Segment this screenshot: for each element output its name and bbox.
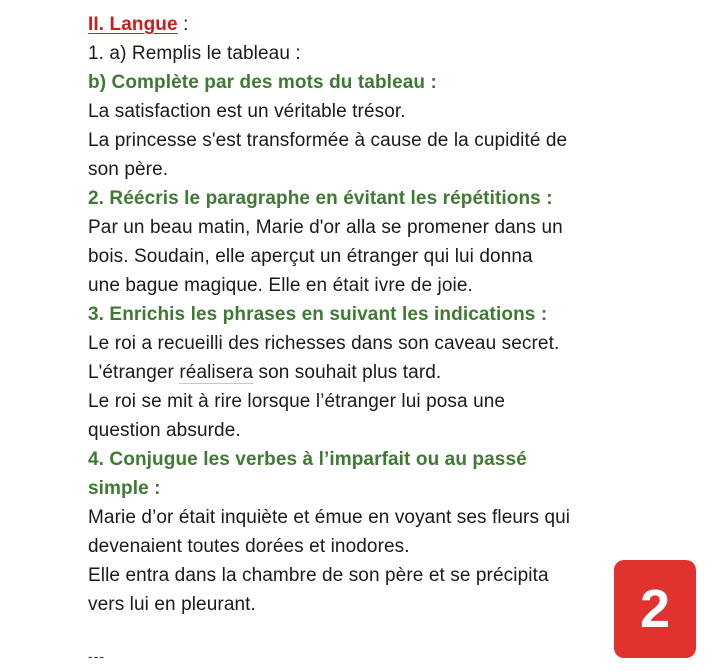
paragraph-line: bois. Soudain, elle aperçut un étranger qui lui donna (88, 246, 533, 267)
paragraph-line: Marie d’or était inquiète et émue en voyant ses fleurs qui (88, 507, 571, 528)
instruction-1b: b) Complète par des mots du tableau : (88, 72, 437, 93)
sentence-line (88, 360, 441, 386)
instruction-4: 4. Conjugue les verbes à l’imparfait ou au passé (88, 449, 527, 470)
section-title-colon: : (177, 14, 189, 35)
paragraph-line: Elle entra dans la chambre de son père et se précipita (88, 565, 549, 586)
instruction-2: 2. Réécris le paragraphe en évitant les répétitions : (88, 188, 553, 209)
paragraph-line: vers lui en pleurant. (88, 594, 256, 615)
section-heading (88, 12, 188, 38)
sentence-part: L'étranger (88, 362, 180, 383)
instruction-4-cont: simple : (88, 478, 161, 499)
sentence-line: son père. (88, 159, 169, 180)
section-title: II. Langue (88, 14, 178, 35)
instruction-1a: 1. a) Remplis le tableau : (88, 43, 301, 64)
paragraph-line: une bague magique. Elle en était ivre de joie. (88, 275, 473, 296)
sentence-part: son souhait plus tard. (253, 362, 442, 383)
footer-dashes: --- (88, 648, 105, 664)
instruction-3: 3. Enrichis les phrases en suivant les indications : (88, 304, 548, 325)
page-number: 2 (639, 579, 671, 639)
sentence-line: Le roi se mit à rire lorsque l’étranger lui posa une (88, 391, 506, 412)
paragraph-line: Par un beau matin, Marie d'or alla se promener dans un (88, 217, 563, 238)
sentence-line: La princesse s'est transformée à cause de la cupidité de (88, 130, 568, 151)
sentence-line: Le roi a recueilli des richesses dans son caveau secret. (88, 333, 560, 354)
page-number-badge (614, 560, 696, 658)
sentence-line: question absurde. (88, 420, 241, 441)
paragraph-line: devenaient toutes dorées et inodores. (88, 536, 410, 557)
sentence-line: La satisfaction est un véritable trésor. (88, 101, 406, 122)
underlined-word: réalisera (179, 362, 254, 383)
